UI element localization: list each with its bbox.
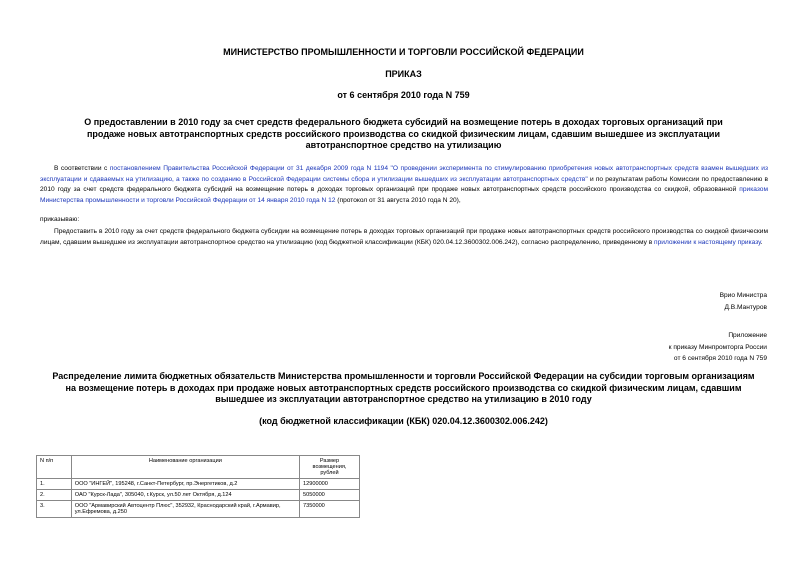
document-title: О предоставлении в 2010 году за счет средств федерального бюджета субсидий на возмещение потерь в доходах торговых организаций при продаже новых автотранспортных средств российского производства со скидкой физическим лицам, сдавшим вышедшее из эксплуатации автотранспортное средство на утилизацию <box>84 117 723 150</box>
signature-name: Д.В.Мантуров <box>724 303 767 311</box>
appendix-ref-line1: Приложение <box>728 332 767 339</box>
row-number: 3. <box>37 501 72 518</box>
preamble-text-3: (протокол от 31 августа 2010 года N 20), <box>335 196 461 204</box>
kbk-code: (код бюджетной классификации (КБК) 020.04.12.3600302.006.242) <box>259 416 548 426</box>
row-amount: 7350000 <box>300 501 360 518</box>
ministry-name: МИНИСТЕРСТВО ПРОМЫШЛЕННОСТИ И ТОРГОВЛИ РОССИЙСКОЙ ФЕДЕРАЦИИ <box>223 47 584 57</box>
order-text-1: Предоставить в 2010 году за счет средств федерального бюджета субсидии на возмещение потерь в доходах торговых организаций при продаже новых автотранспортных средств российского производства со скидкой физическим лицам, сдавшим вышедшее из эксплуатации автотранспортное средство на утилизацию (код бюджетной классификации (КБК) 020.04.12.3600302.006.242), согласно распределению, приведенному в <box>40 228 768 246</box>
doc-type: ПРИКАЗ <box>385 69 422 79</box>
col-organization-header: Наименование организации <box>71 456 299 479</box>
signature-block <box>467 290 767 313</box>
row-organization: ОАО "Курск-Лада", 305040, г.Курск, ул.50 лет Октября, д.124 <box>71 490 299 501</box>
preamble-paragraph <box>40 164 768 206</box>
preamble-text-2: и по результатам работы Комиссии по предоставлению в 2010 году за счет средств федерального бюджета субсидий на возмещение потерь в доходах торговых организаций при продаже новых автотранспортных средств российского производства со скидкой, образованной <box>40 175 768 194</box>
doc-date: от 6 сентября 2010 года N 759 <box>337 90 470 100</box>
row-number: 1. <box>37 479 72 490</box>
appendix-ref-line3: от 6 сентября 2010 года N 759 <box>673 355 767 362</box>
appendix-ref-line2: к приказу Минпромторга России <box>668 343 767 351</box>
appendix-title: Распределение лимита бюджетных обязательств Министерства промышленности и торговли Российской Федерации на субсидии торговым организациям на возмещение потерь в доходах при продаже новых автотранспортных средств российского производства со скидкой физическим лицам, сдавшим вышедшее из эксплуатации автотранспортное средство на утилизацию в 2010 году <box>52 371 755 404</box>
preamble-text-1: В соответствии с <box>54 165 110 172</box>
table-row <box>37 490 360 501</box>
row-number: 2. <box>37 490 72 501</box>
order-paragraph <box>40 227 768 248</box>
appendix-reference <box>467 330 767 365</box>
table-row <box>37 479 360 490</box>
table-row <box>37 501 360 518</box>
row-organization: ООО "Армавирский Автоцентр Плюс", 352932, Краснодарский край, г.Армавир, ул.Ефремова, д.250 <box>71 501 299 518</box>
distribution-table <box>36 455 360 518</box>
order-text-2: . <box>760 238 763 246</box>
government-decree-link[interactable]: постановлением Правительства Российской Федерации от 31 декабря 2009 года N 1194 "О проведении эксперимента по стимулированию приобретения новых автотранспортных средств взамен вышедших из эксплуатации и сдаваемых на утилизацию, а также по созданию в Российской Федерации системы сбора и утилизации вышедших из эксплуатации автотранспортных средств" <box>40 165 768 183</box>
order-word: приказываю: <box>40 216 80 223</box>
col-amount-header: Размер возмещения, рублей <box>300 456 360 479</box>
ministry-order-link[interactable]: приказом Министерства промышленности и торговли Российской Федерации от 14 января 2010 года N 12 <box>40 186 768 204</box>
appendix-link[interactable]: приложении к настоящему приказу <box>654 238 761 246</box>
signature-position: Врио Министра <box>719 292 767 299</box>
row-amount: 12900000 <box>300 479 360 490</box>
row-organization: ООО "ИНГЕЙ", 195248, г.Санкт-Петербург, пр.Энергетиков, д.2 <box>71 479 299 490</box>
row-amount: 5050000 <box>300 490 360 501</box>
col-number-header: N п/п <box>37 456 72 479</box>
table-header-row <box>37 456 360 479</box>
